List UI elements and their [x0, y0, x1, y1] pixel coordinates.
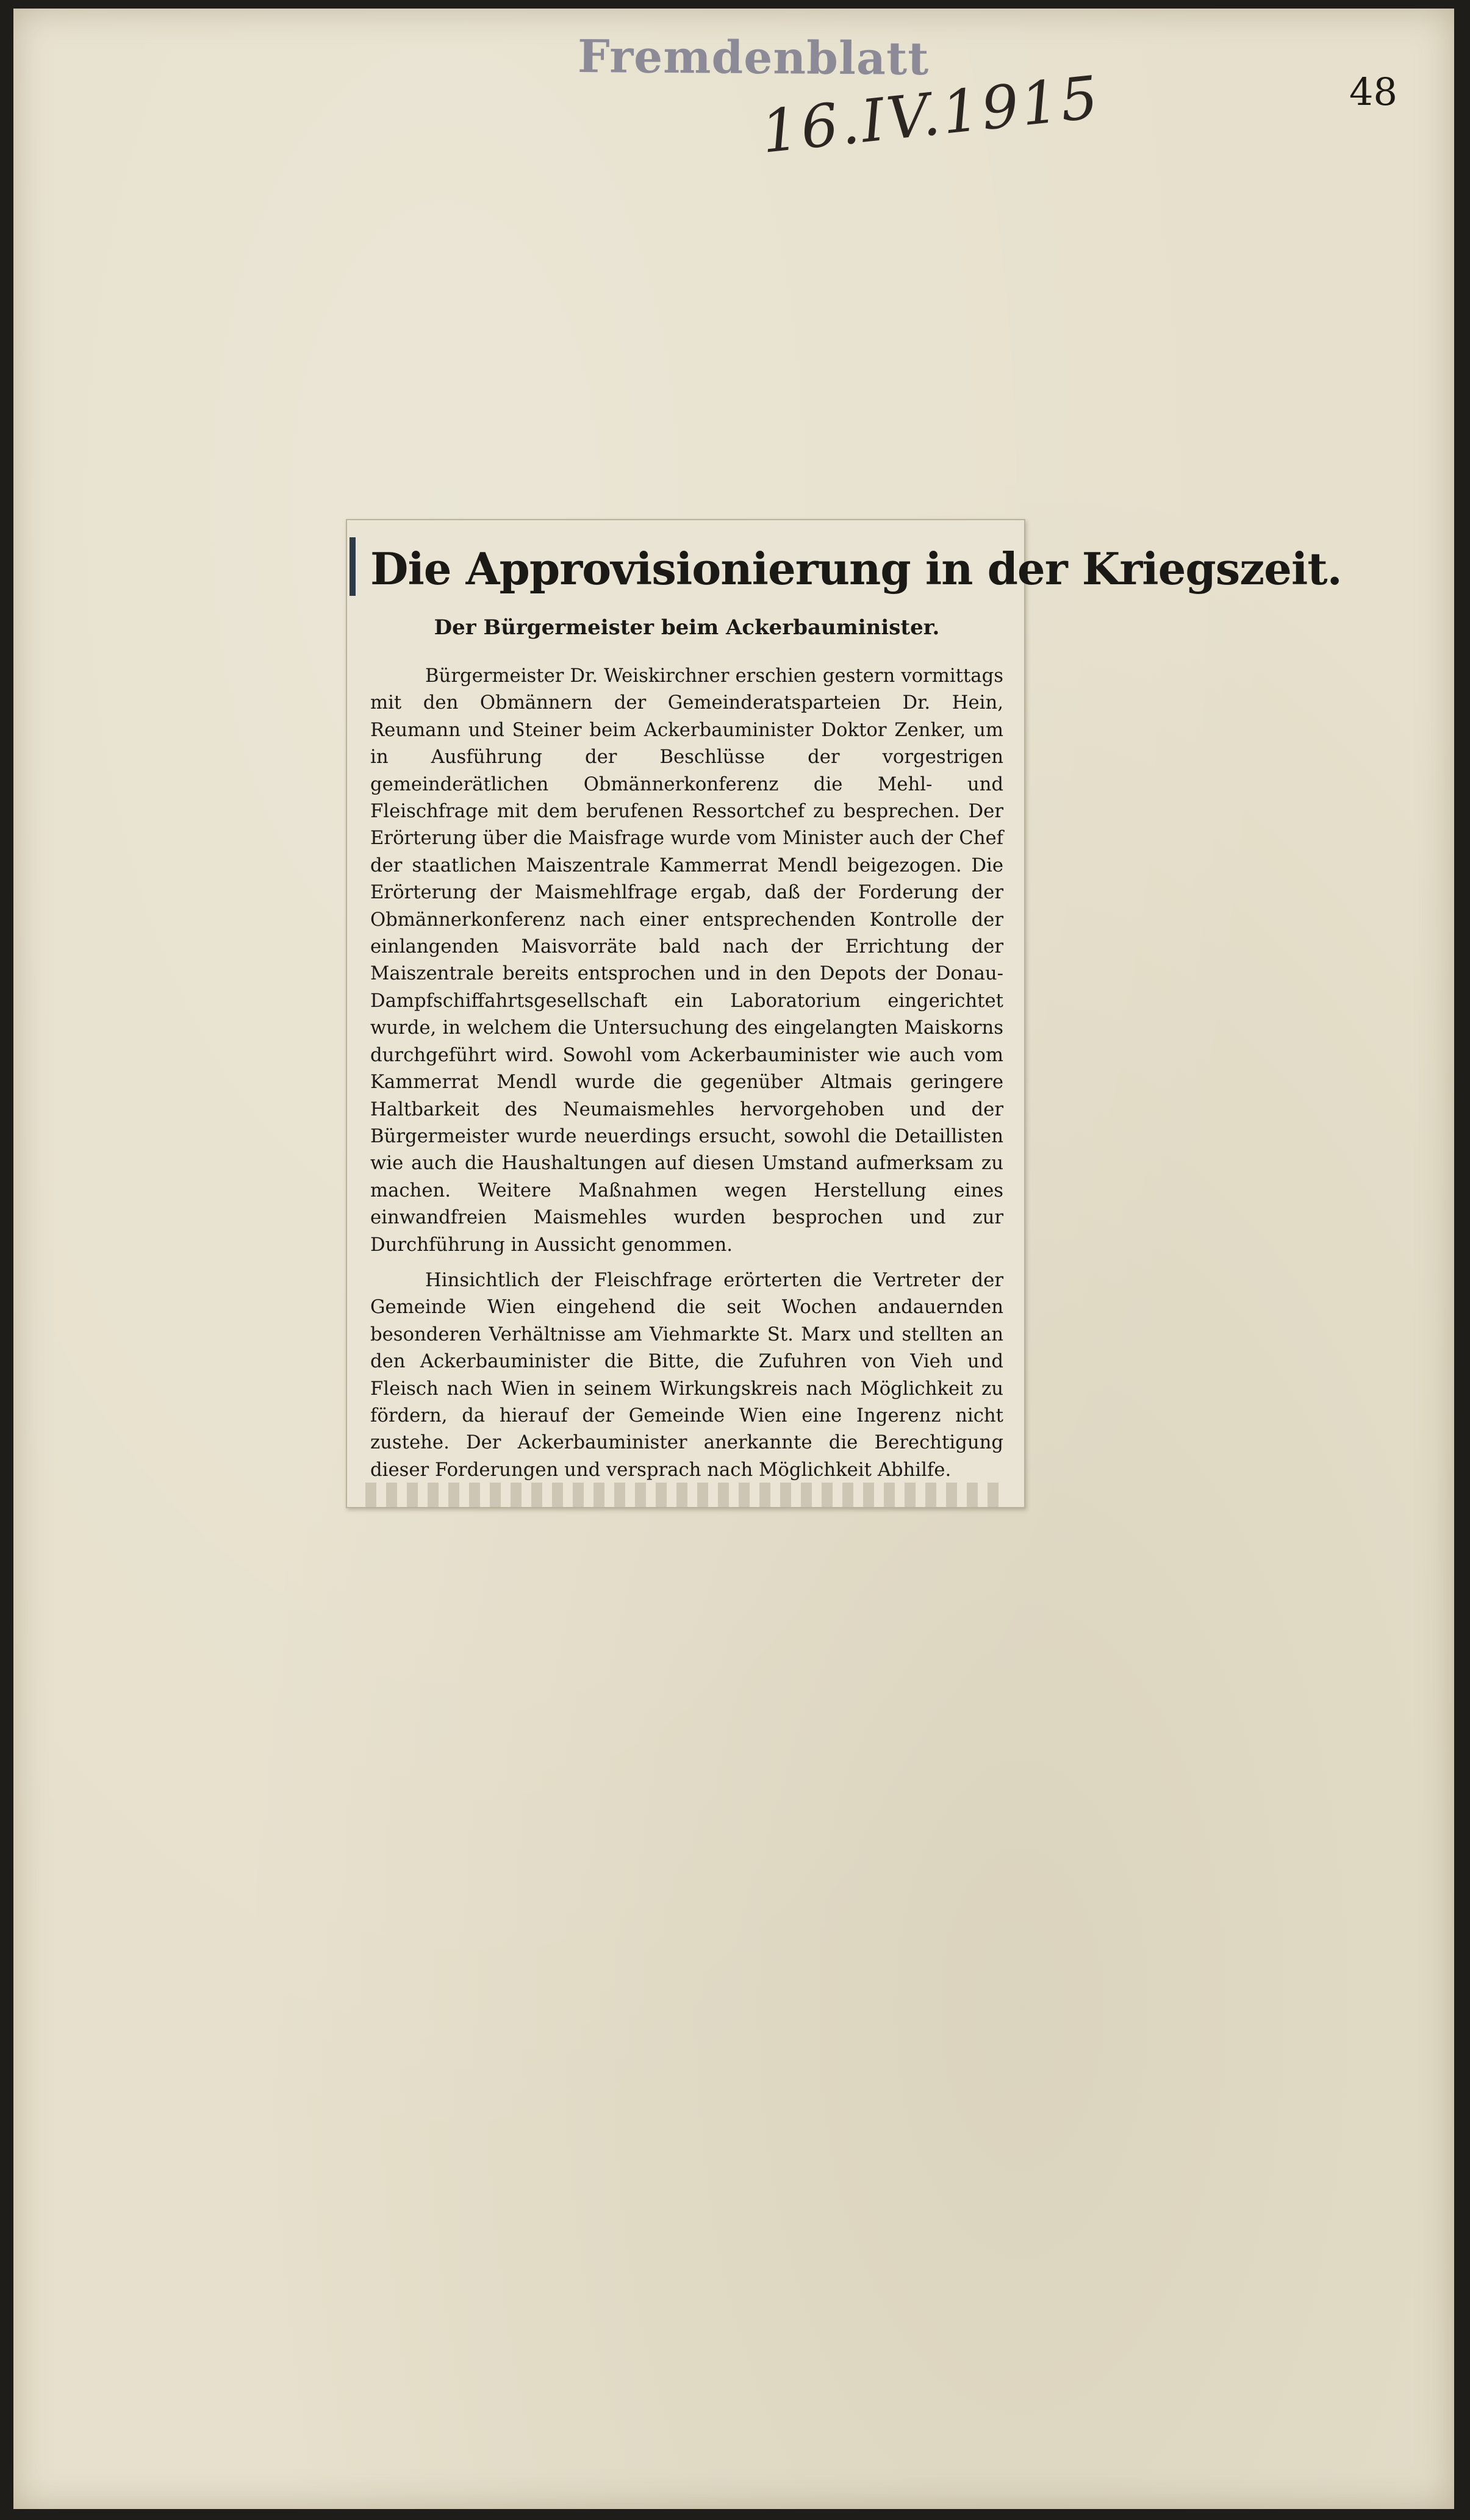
page-number: 48 — [1349, 70, 1397, 114]
newspaper-clipping — [346, 519, 1342, 1508]
clipping-headline: Die Approvisionierung in der Kriegszeit. — [370, 543, 1342, 595]
torn-edge — [365, 1483, 1006, 1507]
clipping-paragraph: Bürgermeister Dr. Weiskirchner erschien gestern vormittags mit den Obmännern der Gemeinderatsparteien Dr. Hein, Reumann und Steiner beim Ackerbauminister Doktor Zenker, um in Ausführung der Beschlüsse der vorgestrigen gemeinderätlichen Obmännerkonferenz die Mehl- und Fleischfrage mit dem berufenen Ressortchef zu besprechen. Der Erörterung über die Maisfrage wurde vom Minister auch der Chef der staatlichen Maiszentrale Kammerrat Mendl beigezogen. Die Erörterung der Maismehlfrage ergab, daß der Forderung der Obmännerkonferenz nach einer entsprechenden Kontrolle der einlangenden Maisvorräte bald nach der Errichtung der Maiszentrale bereits entsprochen und in den Depots der Donau-Dampfschiffahrtsgesellschaft ein Laboratorium eingerichtet wurde, in welchem die Untersuchung des eingelangten Maiskorns durchgeführt wird. Sowohl vom Ackerbauminister wie auch vom Kammerrat Mendl wurde die gegenüber Altmais geringere Haltbarkeit des Neumaismehles hervorgehoben und der Bürgermeister wurde neuerdings ersucht, sowohl die Detaillisten wie auch die Haushaltungen auf diesen Umstand aufmerksam zu machen. Weitere Maßnahmen wegen Herstellung eines einwandfreien Maismehles wurden besprochen und zur Durchführung in Aussicht genommen. — [370, 665, 1003, 1256]
clipping-edge-mark — [350, 537, 356, 596]
clipping-subheadline: Der Bürgermeister beim Ackerbauminister. — [434, 615, 940, 640]
clipping-paragraph: Hinsichtlich der Fleischfrage erörterten die Vertreter der Gemeinde Wien eingehend die seit Wochen andauernden besonderen Verhältnisse am Viehmarkte St. Marx und stellten an den Ackerbauminister die Bitte, die Zufuhren von Vieh und Fleisch nach Wien in seinem Wirkungskreis nach Möglichkeit zu fördern, da hierauf der Gemeinde Wien eine Ingerenz nicht zustehe. Der Ackerbauminister anerkannte die Berechtigung dieser Forderungen und versprach nach Möglichkeit Abhilfe. — [370, 1269, 1003, 1481]
handwritten-date: 16.IV.1915 — [758, 63, 1104, 166]
newspaper-stamp: Fremdenblatt — [577, 30, 930, 86]
